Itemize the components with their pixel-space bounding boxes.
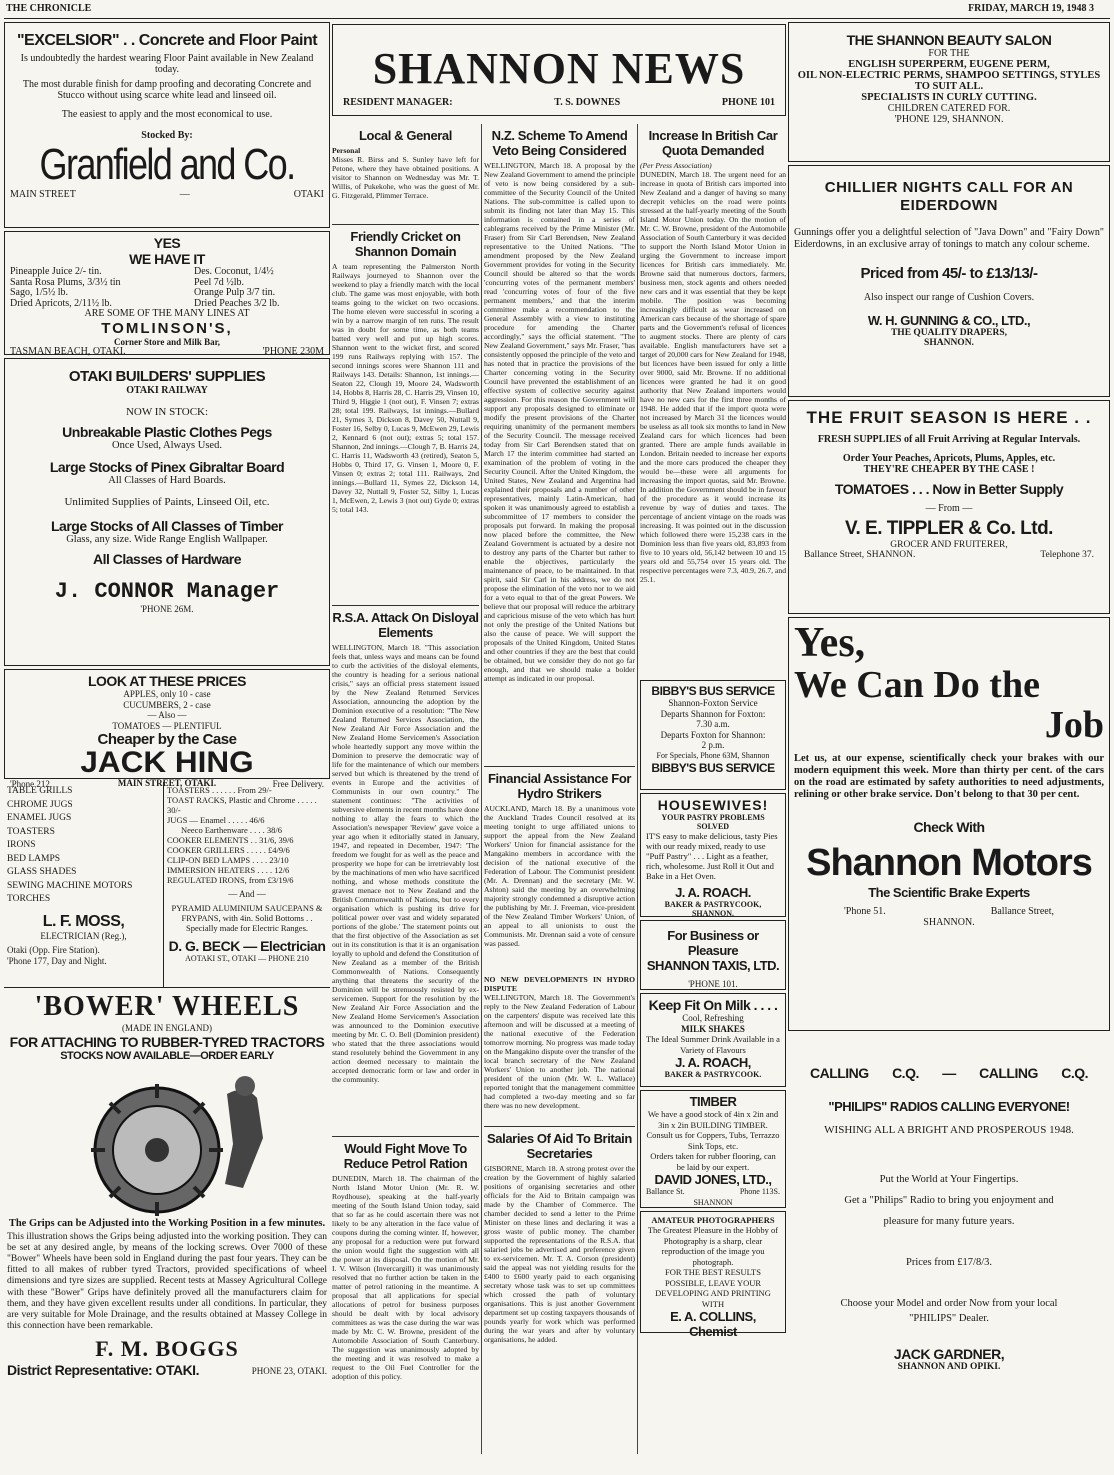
moss-item: TOASTERS (7, 826, 55, 837)
more-lines: ARE SOME OF THE MANY LINES AT (84, 308, 250, 319)
ad-beauty-salon (788, 22, 1110, 162)
moss-item: GLASS SHADES (7, 867, 77, 877)
price-line: TOAST RACKS, Plastic and Chrome . . . . . 30/- (167, 795, 317, 815)
header-rule (4, 18, 1110, 19)
article-body: WELLINGTON, March 18. The Government's reply to the New Zealand Federation of Labour on the carpenters' dispute was received late this afternoon and will be discussed at a meeting of the national executive of the Federation tomorrow morning. No progress was made today on the Mangakino dispute over the transfer of the local branch secretary of the New Zealand Workers' Union to another job. The national president of the union (Mr. W. L. Wallace) reported tonight that the management committee had completed a two-day meeting and so far there was no new development. (484, 993, 635, 1110)
ad-heading: WE HAVE IT (129, 251, 205, 267)
article-body: WELLINGTON, March 18. A proposal by the New Zealand Government to amend the principle of veto is now being considered by a sub-committee of the Security Council of the United Nations. The sub-committee is called upon to submit its finding not later than May 15. This information is contained in a series of cablegrams received by the Prime Minister (Mr. Fraser) from Sir Carl Berendsen, New Zealand representative to the United Nations. "The amendment proposed by the New Zealand Government provides for voting in the Security Council should be altered so that the words 'concurring votes of the permanent members' read 'concurring votes of four of the five permanent members,' and that the interim committee make a recommendation to the General Assembly with a view to instituting procedure for amending the Charter accordingly," says the official statement. "The New Zealand Government," says Mr. Fraser, "has consistently opposed the principle of the veto and has noted that in practice the provisions of the Charter concerning voting in the Security Council have prevented the establishment of an effective system of collective security against aggression. For this reason the Government will support any proposals designed to eliminate or modify the present provisions of the Charter requiring unanimity of the permanent members of the Security Council. The message received today from Sir Carl Berendsen stated that on March 17 the interim committee had started an examination of the problem of voting in the Security Council. After the United Kingdom, the United States, New Zealand and Argentina had explained their proposals and a number of other representatives, mainly Latin-American, had spoken it was unanimously agreed to establish a subcommittee of 17 members to consider the proposals put forward. In making the proposal now placed before the committee, the New Zealand Government is actuated by a desire not to destroy any parts of the Charter but rather to enable the objectives, particularly the maintenance of peace, to be maintained. In that spirit, said Sir Carl in his address, we do not propose the elimination of the veto nor to we aid for a veto equal to that of the great Powers. We believe that our proposal will reduce the arbitrary and capricious misuse of the veto which has hurt not only the prestige of the United Nations but also the cause of peace. We will support the proposals of the United Kingdom, United States and other countries if they are the best that could be obtained, but we consider they do not go far enough, and that we should make a bolder attempt as indicated in our proposal. (484, 161, 635, 683)
headline: Would Fight Move To Reduce Petrol Ration (343, 1141, 468, 1171)
ad-title: TIMBER (689, 1094, 737, 1109)
ad-text: IT'S easy to make delicious, tasty Pies with our ready mixed, ready to use "Puff Pastry" . . . Light as a feather, rich, wholesome. Just Roll it Out and Bake in a Het Oven. (646, 831, 778, 881)
article-body: DUNEDIN, March 18. The urgent need for an increase in quota of British cars imported into New Zealand and a danger of having so many decrepit vehicles on the road were points stressed at the half-yearly meeting of the South Island Motor Union today. On the motion of Mr. C. W. Browne, president of the Automobile Association of South Canterbury it was decided to support the North Island Motor Union in urging the Government to increase import licences for British cars immediately. Mr. Browne said that numerous doctors, farmers, business men, stock agents and others needed new cars and it was essential that they be kept mobile. The position was becoming increasingly difficult as wear increased on American cars because of the shortage of spare parts and the Government's refusal of licences to augment stocks. There are plenty of cars available. English manufacturers have set a target of 20,000 cars for New Zealand for 1948, but licences have been issued for only a little over 9000, said Mr. Browne. If no additional licences were granted he had it on good authority that New Zealand importers would have no new cars for the first three months of 1948. He added that if the import quota were not increased by March 31 the licences would be useless as all took six months to land in New Zealand cars for which licences had been granted. There are ample funds available in London. Britain needed to increase her exports and the more cars produced the cheaper they would be—these were all arguments for increasing the import quotas, said Mr. Browne. In addition the Government should be in favour of the procedure as it would increase its revenue by way of duties and taxes. The percentage of ancient vintage on the roads was increasing. It was pointed out in the discussion which followed there were 15,238 cars in the Dominion less than five years old, 83,893 from five to 10 years old, 56,142 between 10 and 15 years old and 55,754 over 15 years old. The respective percentages were 7.3, 40.9, 26.7, and 25.1. (640, 170, 786, 584)
ad-title: CALLING C.Q. — CALLING C.Q. (809, 1065, 1089, 1081)
firm-name: Granfield and Co. (39, 140, 295, 189)
article-body: GISBORNE, March 18. A strong protest over the creation by the Government of highly salaried positions of organising secretaries and other officials for the Aid to Britain campaign was made by the Chamber of Commerce. The chamber decided to send a letter to the Prime Minister on these lines and declaring it was a gross waste of public money. The chamber supported the representations of the R.S.A. that salaried jobs be advertised and preference given to ex-servicemen. Mr. T. A. Corson (president) said the appeal was not yielding results for the £400 to £600 yearly paid to each organising secretary whose task was to set up committees which crossed the path of voluntary organisations. This is just another Government department set up costing taxpayers thousands of pounds yearly for work which was performed during the war years and after by voluntary organisations, he added. (484, 1164, 635, 1344)
phone: Phone 113S. (739, 1187, 780, 1196)
address: Ballance St. (646, 1187, 685, 1196)
departure-time: 7.30 a.m. (696, 719, 730, 729)
ad-title: THE FRUIT SEASON IS HERE . . (806, 408, 1092, 427)
ad-text: MILK SHAKES (681, 1023, 745, 1034)
town: SHANNON. (923, 917, 975, 928)
trade: ELECTRICIAN (Reg.), (40, 930, 127, 941)
product-note: All Classes of Hard Boards. (108, 475, 226, 486)
departure: Departs Foxton for Shannon: (660, 729, 766, 740)
ad-subtitle: YOUR PASTRY PROBLEMS SOLVED (661, 813, 765, 831)
address: Ballance Street, SHANNON. (804, 550, 916, 560)
ad-subtitle: OTAKI RAILWAY (126, 385, 208, 396)
price: CUCUMBERS, 2 - case (123, 699, 211, 710)
figure-adjusting-grips (225, 1089, 263, 1187)
price: APPLES, only 10 - case (123, 689, 211, 699)
item: Santa Rosa Plums, 3/3½ tin (10, 276, 121, 288)
town: OTAKI (293, 189, 324, 200)
ad-text: Is undoubtedly the hardest wearing Floor Paint available in New Zealand today. (20, 53, 314, 75)
price-line: TOASTERS . . . . . . From 29/- (167, 785, 272, 795)
store-desc: THE QUALITY DRAPERS, (890, 328, 1008, 338)
phone: 'PHONE 26M. (140, 604, 194, 614)
ad-roach-milk (640, 993, 786, 1087)
ad-tippler-fruit (788, 400, 1110, 614)
ad-text: SPECIALISTS IN CURLY CUTTING. (861, 92, 1037, 103)
ad-title: OTAKI BUILDERS' SUPPLIES (68, 368, 266, 385)
column-2 (332, 124, 482, 1454)
section-title: SHANNON NEWS (372, 44, 746, 93)
address: SHANNON AND OPIKI. (897, 1362, 1001, 1372)
ad-highlight: TOMATOES . . . Now in Better Supply (834, 481, 1064, 497)
headline: Increase In British Car Quota Demanded (648, 128, 778, 158)
ad-excelsior (4, 22, 330, 228)
ad-text: WISHING ALL A BRIGHT AND PROSPEROUS 1948. (824, 1124, 1074, 1136)
rep-name: F. M. BOGGS (95, 1336, 239, 1362)
address: Otaki (Opp. Fire Station). (7, 945, 100, 955)
column-1 (4, 22, 330, 1429)
ad-text: The Greatest Pleasure in the Hobby of Photography is a sharp, clear reproduction of the image you photograph. (647, 1225, 779, 1267)
firm-address: MAIN STREET — OTAKI (10, 189, 324, 200)
location: TASMAN BEACH, OTAKI. (10, 346, 126, 357)
ad-text: The easiest to apply and the most economical to use. (61, 109, 273, 120)
article-body: A team representing the Palmerston North Railways journeyed to Shannon over the weekend to play a friendly match with the local club. The game was most enjoyable, with both teams going to the wicket on two occasions. The home eleven were successful in scoring a win by a narrow margin of ten runs. The result was in doubt for some time, as both teams batted very well and put up high scores. Shannon went to the wicket first, and scored 199 runs Railways replying with 157. The second innings scores were Shannon 111 and Railways 143. Details: Shannon, 1st innings.—Seaton 22, Clough 19, Moore 24, Wadsworth 14, Hobbs 8, Harris 28, C. Harris 29, Vinsen 10, Third 9, Higgie 1 (not out), F. Vinsen 7; extras 28; total 199. Railways, 1st innings.—Bullard 21, Symes 3, Dickson 8, Davey 50, Nuttall 9, Foster 16, Selby 0, Lucas 9, McEwen 29, Lewis 2, Kennard 6 (not out); extras 5; total 157. Shannon, 2nd innings.—Clough 7, B. Harris 24, C. Harris 11, Wadsworth 43 (retired), Seaton 5, Hobbs 0, Third 17, G. Vinsen 1, Moore 0, F. Vinsen 0; extras 2; total 111. Railways, 2nd innings.—Bullard 11, Symes 22, Dickson 14, Davey 32, Nuttall 9, Foster 52, Silby 1, Lucas 1, McEwen, 2, Lewis 3 (not out) Gyde 0; extras 5; total 143. (332, 262, 479, 514)
ad-text: WITH (701, 1298, 725, 1309)
ad-subtitle: FOR ATTACHING TO RUBBER-TYRED TRACTORS (9, 1033, 325, 1050)
page-number: 3 (1089, 3, 1094, 14)
ad-bower-wheels (4, 991, 330, 1429)
headline: Local & General (359, 128, 452, 143)
stocked-by: Stocked By: (141, 130, 193, 141)
price: Prices from £17/8/3. (905, 1257, 993, 1268)
ad-text: DEVELOPING AND PRINTING (655, 1288, 771, 1298)
specials: For Specials, Phone 63M, Shannon (656, 750, 770, 760)
ad-text: Get a "Philips" Radio to bring you enjoyment and (844, 1195, 1054, 1206)
ad-headline: "PHILIPS" RADIOS CALLING EVERYONE! (828, 1099, 1070, 1114)
article-body: Misses R. Birss and S. Sunley have left for Petone, where they have obtained positions. A visitor to Shannon on Wednesday was Mr. T. Willis, of Pukekohe, who was the guest of Mr. G. Fitzgerald, Plimmer Terrace. (332, 155, 479, 200)
store-name: D. G. BECK — Electrician (168, 937, 326, 954)
moss-item: BED LAMPS (7, 853, 61, 864)
moss-item: ENAMEL JUGS (7, 813, 72, 823)
slogan: Cheaper by the Case (97, 731, 237, 748)
ad-beck (164, 782, 330, 987)
ad-collins-photo (640, 1211, 786, 1339)
ad-stock: STOCKS NOW AVAILABLE—ORDER EARLY (60, 1049, 274, 1062)
ad-moss (4, 782, 164, 987)
item: Dried Peaches 3/2 lb. (194, 297, 280, 309)
departure: Departs Shannon for Foxton: (660, 708, 766, 719)
ad-david-jones-timber (640, 1090, 786, 1208)
price-line: CLIP-ON BED LAMPS . . . . 23/10 (167, 855, 289, 865)
store-name: SHANNON TAXIS, LTD. (646, 958, 780, 973)
phone: 'Phone 51. (844, 906, 886, 917)
ad-text: 'PHONE 129, SHANNON. (894, 114, 1004, 125)
moss-item: CHROME JUGS (7, 799, 73, 810)
store-name: J. A. ROACH, (675, 1055, 751, 1070)
phone: 'Phone 177, Day and Night. (7, 955, 107, 966)
ad-text: The Ideal Summer Drink Available in a Variety of Flavours (646, 1034, 780, 1055)
wheel-hub (145, 1138, 169, 1162)
subhead: NO NEW DEVELOPMENTS IN HYDRO DISPUTE (484, 975, 635, 993)
from: — From — (925, 503, 973, 514)
ad-text: Choose your Model and order Now from your local (840, 1298, 1058, 1309)
ad-text: Cool, Refreshing (682, 1013, 744, 1023)
and: — And — (228, 889, 266, 899)
ad-text: THEY'RE CHEAPER BY THE CASE ! (863, 464, 1035, 475)
moss-item: IRONS (7, 840, 36, 850)
figure-head (235, 1076, 255, 1096)
item: Sago, 1/5½ lb. (10, 287, 69, 298)
address: AOTAKI ST., OTAKI — PHONE 210 (185, 953, 309, 963)
departure-time: 2 p.m. (701, 740, 725, 750)
column-3 (484, 124, 638, 1454)
store-name: L. F. MOSS, (42, 912, 125, 930)
ad-jack-hing (4, 669, 330, 789)
ad-shannon-taxis (640, 920, 786, 990)
moss-item: SEWING MACHINE MOTORS (7, 880, 133, 891)
page-header (0, 0, 1114, 18)
phone: 'Phone 212. (10, 778, 53, 789)
price-line: Neeco Earthenware . . . . 38/6 (181, 825, 283, 835)
price-line: REGULATED IRONS, from £3/19/6 (167, 875, 294, 885)
street: MAIN STREET (10, 189, 76, 200)
manager: J. CONNOR Manager (54, 579, 280, 604)
item: Des. Coconut, 1/4½ (194, 266, 274, 277)
also: — Also — (147, 710, 187, 720)
ad-text: CHILDREN CATERED FOR. (887, 103, 1011, 114)
product: All Classes of Hardware (92, 551, 241, 567)
article-body: AUCKLAND, March 18. By a unanimous vote the Auckland Trades Council resolved at its meeting tonight to urge affiliated unions to support the appeal from the New Zealand Workers' Union for financial assistance for the Mangakino members in accordance with the decision of the national executive of the Federation of Labour. The Communist president (Mr. A. Drennan) and the secretary (Mr. W. Ashton) said the meeting by an overwhelming majority strongly condemned a disruptive action the publishing by Mr. J. Freeman, vice-president of the New Zealand Timber Workers' Union, of an appeal to all unionists to oust the Communists. Mr. Drennan said a vote of censure was passed. (484, 804, 635, 948)
price-line: JUGS — Enamel . . . . . 46/6 (167, 815, 265, 825)
ad-title: HOUSEWIVES! (657, 797, 769, 813)
ad-headline: Job (1044, 704, 1104, 746)
ad-origin: (MADE IN ENGLAND) (122, 1023, 212, 1033)
subhead: Personal (332, 146, 361, 155)
price-line: PYRAMID ALUMINIUM SAUCEPANS & FRYPANS, with 4in. Solid Bottoms . . Specially made for Electric Ranges. (171, 902, 323, 933)
store-name: JACK GARDNER, (893, 1346, 1005, 1362)
headline: Salaries Of Aid To Britain Secretaries (487, 1131, 632, 1161)
ad-text: Order Your Peaches, Apricots, Plums, Apples, etc. (842, 453, 1056, 464)
route: Shannon-Foxton Service (668, 698, 758, 708)
ad-title: BIBBY'S BUS SERVICE (651, 684, 775, 698)
ad-philips-radios (788, 1065, 1110, 1475)
ad-body: This illustration shows the Grips being adjusted into the working position. They can be set at any desired angle, by means of the locking screws. Over 7000 of these "Bower" Wheels have been sold in England during the past four years. They can be fitted to all makes of rubber tyred Tractors, provided specifications of wheel dimensions and tyre sizes are supplied. Recent tests at Massey Agricultural College with these "Bower" Grips have definitely proved all the manufacturers claim for them, and they have given excellent results under all conditions. In particular, they are very suitable for Mole Drainage, and the results obtained at Massey College in this connection have been remarkable. (7, 1231, 327, 1332)
ad-title: LOOK AT THESE PRICES (87, 673, 246, 689)
issue-date (968, 3, 1094, 14)
ad-shannon-motors (788, 617, 1110, 1031)
ad-text: FOR THE (928, 48, 970, 59)
store-name: TOMLINSON'S, (101, 319, 233, 337)
ad-text: Put the World at Your Fingertips. (879, 1174, 1019, 1185)
phone: 'PHONE 101. (688, 979, 738, 989)
headline: N.Z. Scheme To Amend Veto Being Considered (491, 128, 628, 158)
headline: Financial Assistance For Hydro Strikers (487, 771, 632, 801)
store-name: JACK HING (80, 746, 254, 779)
tagline: The Scientific Brake Experts (868, 885, 1030, 900)
store-addr: MAIN STREET, OTAKI. (117, 778, 217, 788)
trade: BAKER & PASTRYCOOK, SHANNON. (664, 900, 762, 918)
byline: (Per Press Association) (640, 161, 712, 170)
ad-text: Gunnings offer you a delightful selection of "Java Down" and "Fairy Down" Eiderdowns, in an exclusive array of tonings to match any colour scheme. (794, 227, 1104, 250)
store-name: E. A. COLLINS, Chemist (670, 1309, 756, 1339)
store-name: V. E. TIPPLER & Co. Ltd. (845, 518, 1053, 539)
ad-heading: YES (153, 235, 181, 251)
ad-headline: Yes, (794, 620, 866, 666)
ad-gunning-eiderdowns (788, 165, 1110, 397)
item: Orange Pulp 3/7 tin. (194, 287, 276, 298)
trade: GROCER AND FRUITERER, (890, 540, 1008, 550)
phone: 'PHONE 230M (262, 346, 324, 357)
price-line: COOKER GRILLERS . . . . . £4/9/6 (167, 845, 290, 855)
column-5 (788, 22, 1110, 1475)
product-note: Glass, any size. Wide Range English Wallpaper. (66, 534, 268, 545)
ad-caption: The Grips can be Adjusted into the Working Position in a few minutes. (8, 1217, 326, 1229)
moss-item: TORCHES (7, 894, 51, 904)
delivery: Free Delivery. (272, 778, 324, 789)
price-line: IMMERSION HEATERS . . . . 12/6 (167, 865, 290, 875)
ad-text: NOW IN STOCK: (125, 406, 209, 418)
ad-roach-pastry (640, 793, 786, 917)
ad-headline: We Can Do the (794, 664, 1040, 706)
article-body: WELLINGTON, March 18. "This association feels that, unless ways and means can be found to curb the activities of the disloyal elements, the country is heading for a serious national crisis," says an official press statement issued by the New Zealand Returned Services Association, announcing the adoption by the Dominion executive of a resolution: "The New Zealand Returned Services Association, the New Zealand Air Force Association and the New Zealand Home Servicemen's Association whole heartedly support any move within the Dominion to preserve the democratic way of life for the maintenance of which our members served but which is threatened by the trend of events in Europe and the activities of Communists in our own country." The statement continues: "The activities of subversive elements in recent months have done nothing to allay the fears to which the Association's newspaper 'Review' gave voice a year ago when it editorially stated in January, 1947, and repeated in December, 1947: 'The freedom we fought for as well as the peace and prosperity we hope for can be irretrievably lost by the machinations of men who have sacrificed nothing, and whose methods constitute the gravest menace not to New Zealand and the British Commonwealth of Nations, but to every organisation which is pushing its drive for political power over vast and widely separated portions of the globe.' The statement points out that the first objective of the Association as set out in its constitution is that it is an organisation loyally to uphold and defend the Constitution of New Zealand as a member of the British Commonwealth of Nations. Consequently anything that threatens the security of the Dominion will be strenuously resisted by ex-servicemen. Support for the resolution by the New Zealand Air Force Association and the New Zealand Home Servicemen's Association was announced to the Dominion executive meeting by Mr. C. O. Bell (Dominion president) who stated that the three associations would stand resolutely behind the Government in any action deemed necessary to maintain the accepted democratic form or law and order in the community. (332, 643, 479, 1084)
ad-title: AMATEUR PHOTOGRAPHERS (651, 1215, 775, 1225)
ad-text: ENGLISH SUPERPERM, EUGENE PERM, (848, 59, 1050, 70)
phone: Telephone 37. (1040, 550, 1094, 560)
price: Priced from 45/- to £13/13/- (860, 265, 1038, 282)
ad-text: The most durable finish for damp proofing and decorating Concrete and Stucco without using scarce white lead and linseed oil. (22, 79, 312, 101)
ad-text: FOR THE BEST RESULTS POSSIBLE, LEAVE YOUR (664, 1267, 762, 1288)
price-line: COOKER ELEMENTS . . 31/6, 39/6 (167, 835, 294, 845)
product: Large Stocks of All Classes of Timber (50, 518, 284, 534)
product: Large Stocks of Pinex Gibraltar Board (49, 459, 285, 475)
date-text: FRIDAY, MARCH 19, 1948 (968, 3, 1087, 14)
store-name: Shannon Motors (806, 842, 1092, 884)
manager-name: T. S. DOWNES (554, 97, 621, 108)
store-name: J. A. ROACH. (675, 885, 751, 900)
store-name: DAVID JONES, LTD., (654, 1172, 772, 1187)
moss-item: TABLE GRILLS (7, 786, 73, 796)
ad-text: "PHILIPS" Dealer. (909, 1313, 989, 1324)
phone: PHONE 23, OTAKI. (251, 1366, 327, 1377)
ad-text: Let us, at our expense, scientifically check your brakes with our modern equipment this week. More than thirty per cent. of the cars on the road are estimated by safety authorities to need adjustments, relining or other brake service. Don't belong to that 30 per cent. (794, 753, 1104, 800)
ad-title: 'BOWER' WHEELS (34, 991, 300, 1022)
phone: PHONE 101 (721, 97, 775, 108)
paper-name: THE CHRONICLE (6, 3, 92, 14)
item: Dried Apricots, 2/11½ lb. (10, 297, 112, 309)
item: Peel 7d ½lb. (194, 276, 244, 288)
check-with: Check With (913, 819, 985, 835)
tractor-wheel-illustration (7, 1064, 327, 1216)
town: SHANNON (693, 1197, 733, 1207)
shannon-news-masthead (332, 24, 786, 116)
product-note: Once Used, Always Used. (112, 440, 222, 451)
ad-text: pleasure for many future years. (883, 1216, 1015, 1227)
address: Ballance Street, (990, 906, 1054, 917)
item: Pineapple Juice 2/- tin. (10, 266, 102, 277)
ad-title: CHILLIER NIGHTS CALL FOR AN EIDERDOWN (824, 179, 1074, 214)
town: SHANNON. (924, 338, 974, 348)
ad-title: BIBBY'S BUS SERVICE (651, 761, 775, 775)
product: Unbreakable Plastic Clothes Pegs (62, 424, 272, 440)
ad-text: Also inspect our range of Cushion Covers. (863, 292, 1035, 303)
column-4 (640, 124, 786, 1454)
article-body: DUNEDIN, March 18. The chairman of the North Island Motor Union (Mr. R. W. Roydhouse), speaking at the half-yearly meeting of the South Island Union today, said that so far as he could ascertain there was not likely to be any alteration in the face value of coupons during the coming winter. If, however, any proposal for a reduction were put forward the union would fight the suggestion with all the power at its disposal. On the motion of Mr. I. V. Wilson (Invercargill) it was unanimously resolved that no further action be taken in the matter of petrol rationing in the meantime. A proposal that all applications for special allocations of petrol for business purposes should be dealt with by local advisory committees as was the case during the war was made by Mr. C. W. Browne, president of the Automobile Association of South Canterbury. The suggestion was unanimously adopted by the meeting and it was resolved to make a request to the Oil Fuel Controller for the adoption of this policy. (332, 1174, 479, 1381)
manager-label: RESIDENT MANAGER: (343, 97, 453, 108)
ad-text: We have a good stock of 4in x 2in and 3in x 2in BUILDING TIMBER. (647, 1109, 779, 1130)
product: Unlimited Supplies of Paints, Linseed Oil, etc. (64, 496, 270, 508)
store-addr: Corner Store and Milk Bar, (113, 336, 221, 347)
headline: Friendly Cricket on Shannon Domain (350, 229, 461, 259)
ad-otaki-builders (4, 358, 330, 666)
ad-bibbys-bus (640, 680, 786, 790)
ad-text: OIL NON-ELECTRIC PERMS, SHAMPOO SETTINGS, STYLES TO SUIT ALL. (797, 70, 1101, 92)
headline: R.S.A. Attack On Disloyal Elements (332, 610, 479, 640)
ad-text: Consult us for Coppers, Tubs, Terrazzo Sink Tops, etc. (646, 1130, 780, 1151)
ad-title: "EXCELSIOR" . . Concrete and Floor Paint (16, 32, 318, 49)
ad-tomlinsons (4, 231, 330, 355)
ad-text: Orders taken for rubber flooring, can be laid by our expert. (650, 1151, 776, 1172)
ad-title: For Business or Pleasure (667, 928, 759, 958)
moss-items (7, 785, 160, 907)
rep-title: District Representative: OTAKI. (7, 1362, 199, 1379)
ads-electrical (4, 782, 330, 988)
ad-title: THE SHANNON BEAUTY SALON (846, 32, 1052, 48)
price: TOMATOES — PLENTIFUL (112, 720, 222, 731)
ad-title: Keep Fit On Milk . . . . (648, 997, 778, 1013)
store-name: W. H. GUNNING & CO., LTD., (867, 313, 1031, 328)
ad-text: FRESH SUPPLIES of all Fruit Arriving at Regular Intervals. (817, 434, 1081, 445)
trade: BAKER & PASTRYCOOK. (664, 1070, 762, 1079)
